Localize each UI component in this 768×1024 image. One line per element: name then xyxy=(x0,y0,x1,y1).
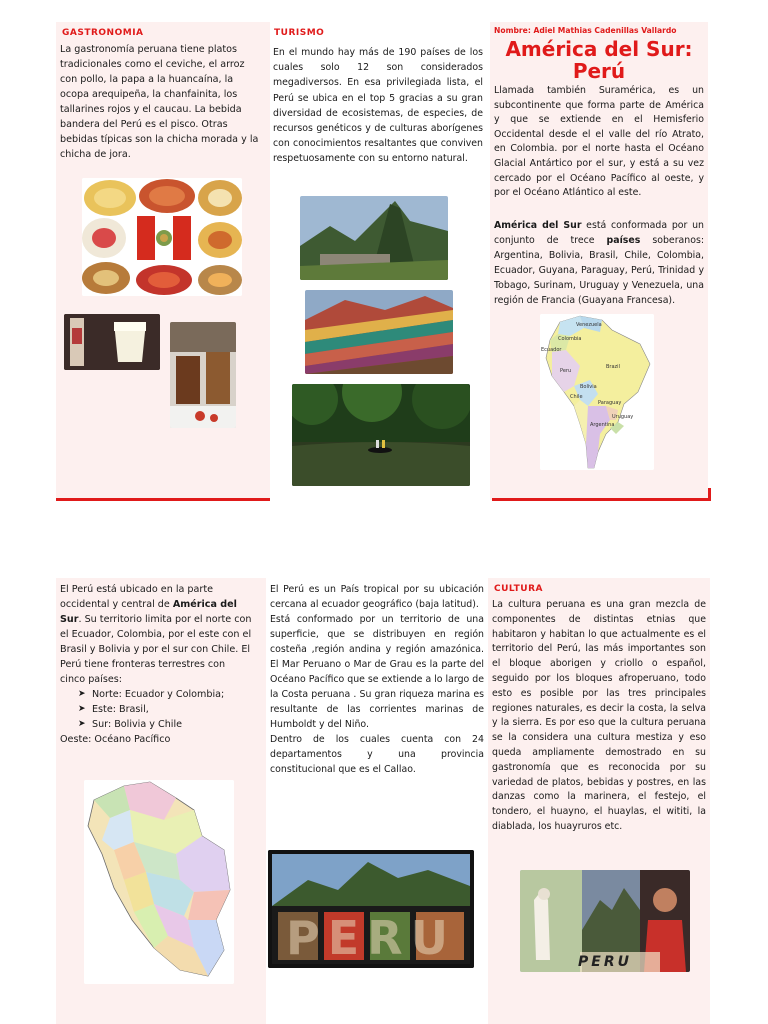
list-item: ➤ Norte: Ecuador y Colombia; xyxy=(78,687,252,702)
para2-part-a: está conformada por un conjunto de trece xyxy=(494,220,704,246)
map-label-uruguay: Uruguay xyxy=(612,414,634,420)
map-label-chile: Chile xyxy=(570,394,583,400)
map-label-paraguay: Paraguay xyxy=(598,400,622,406)
cultura-collage-caption: PERU xyxy=(578,954,632,970)
cultura-heading: CULTURA xyxy=(494,584,544,594)
america-sur-paragraph-1: Llamada también Suramérica, es un subcontinente que forma parte de América y que se extiende en el Hemisferio Occidental desde el el valle del río Atrato, en Colombia. por el norte hasta el Océano Glacial Antártico por el sur, y está a su vez cercado por el Océano Pacífico al oeste, y por el Océano Atlántico al este. xyxy=(494,85,704,199)
clima-paragraph-2: Está conformado por un territorio de una superficie, que se distribuyen en región costeña ,región andina y región amazónica. El Mar Peruano o Mar de Grau es la parte del Océano Pacífico que se extiende a lo largo de la Costa peruana . Su gran riqueza marina es resultante de las corrientes marinas de Humboldt y del Niño. xyxy=(270,614,484,730)
map-label-argentina: Argentina xyxy=(590,422,615,428)
ubicacion-part-b: . Su territorio limita por el norte con el Ecuador, Colombia, por el este con el Brasil y Bolivia y por el sur con Chile. El Perú tiene fronteras terrestres con cinco países: xyxy=(60,614,252,685)
gastronomia-heading: GASTRONOMIA xyxy=(62,28,144,38)
map-label-peru: Peru xyxy=(560,368,572,374)
para2-part-b: soberanos: Argentina, Bolivia, Brasil, Chile, Colombia, Ecuador, Guyana, Paraguay, Perú, Trinidad y Tobago, Surinam, Uruguay y Venezuela, una región de Francia (Guayana Francesa). xyxy=(494,235,705,306)
turismo-heading: TURISMO xyxy=(274,28,325,38)
chicha-image xyxy=(170,322,236,428)
peru-map xyxy=(84,780,234,984)
list-item: ➤ Sur: Bolivia y Chile xyxy=(78,717,252,732)
america-sur-bold: América del Sur xyxy=(494,220,582,231)
machu-picchu-image xyxy=(300,196,448,280)
cultura-text: La cultura peruana es una gran mezcla de componentes de distintas etnias que habitaron y habitan lo que actualmente es el territorio del Perú, las más importantes son el bloque aborigen y criollo o español, seguido por los bloques afroperuano, todo esto es posible por las tres principales regiones naturales, es decir la costa, la selva y la sierra. Es por eso que la cultura peruana se la considera una cultura mestiza y eso queda ampliamente demostrado en su gastronomía que es reconocida por su variedad de platos, bebidas y postres, en las danzas como la marinera, el festejo, el tondero, el huayno, el huaylas, el wititi, la diablada, los huayruros etc. xyxy=(492,599,706,832)
map-label-venezuela: Venezuela xyxy=(576,322,602,328)
list-item: ➤ Este: Brasil, xyxy=(78,702,252,717)
page-title xyxy=(494,38,704,82)
america-sur-paragraph-2 xyxy=(494,218,704,308)
amazon-river-image xyxy=(292,384,470,486)
south-america-map xyxy=(540,314,654,470)
map-label-brazil: Brazil xyxy=(606,364,620,370)
title-line-1: América del Sur: xyxy=(505,37,693,61)
clima-paragraph-3: Dentro de los cuales cuenta con 24 departamentos y una provincia constitucional que es el Callao. xyxy=(270,734,484,775)
west-border: Oeste: Océano Pacífico xyxy=(60,734,171,745)
cultura-collage-image xyxy=(520,870,690,972)
peru-banner-text: PERU xyxy=(286,911,456,965)
map-label-ecuador: Ecuador xyxy=(541,347,562,353)
pisco-image xyxy=(64,314,160,370)
map-label-bolivia: Bolivia xyxy=(580,384,597,390)
ubicacion-part-a: El Perú está ubicado en la parte occidental y central de xyxy=(60,584,213,610)
clima-text xyxy=(270,582,484,777)
peru-banner-image xyxy=(268,850,474,968)
ubicacion-bold: América del Sur xyxy=(60,599,237,625)
paises-bold: países xyxy=(606,235,641,246)
map-label-colombia: Colombia xyxy=(558,336,582,342)
rainbow-mountain-image xyxy=(305,290,453,374)
divider-line xyxy=(56,498,270,501)
divider-line xyxy=(492,498,710,501)
author-name: Nombre: Adiel Mathias Cadenillas Vallardo xyxy=(494,26,677,35)
food-collage-image xyxy=(82,178,242,296)
turismo-text: En el mundo hay más de 190 países de los cuales solo 12 son considerados megadiversos. En esa privilegiada lista, el Perú se ubica en el top 5 gracias a su gran diversidad de ecosistemas, de especies, de recursos genéticos y de culturas aborígenes con conocimientos resaltantes que conviven respetuosamente con su entorno natural. xyxy=(273,47,483,165)
gastronomia-text: La gastronomía peruana tiene platos tradicionales como el ceviche, el arroz con pollo, la papa a la huancaína, la ocopa arequipeña, la chanfainita, los tallarines rojos y el caucau. La bebida bandera del Perú es el pisco. Otras bebidas típicas son la chicha morada y la chicha de jora. xyxy=(60,44,259,160)
ubicacion-text xyxy=(60,582,252,747)
frontier-list xyxy=(78,687,252,732)
title-line-2: Perú xyxy=(572,59,626,83)
divider-line xyxy=(708,488,711,501)
clima-paragraph-1: El Perú es un País tropical por su ubicación cercana al ecuador geográfico (baja latitud). xyxy=(270,584,484,610)
